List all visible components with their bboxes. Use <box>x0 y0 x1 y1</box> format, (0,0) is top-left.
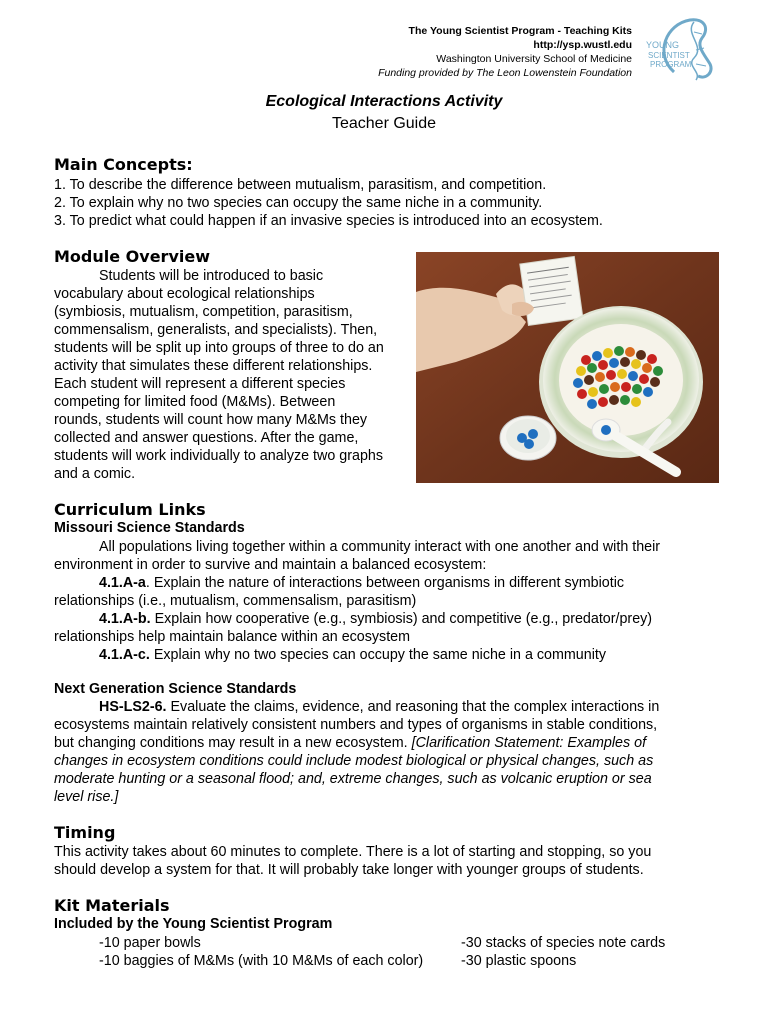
materials-subheading: Included by the Young Scientist Program <box>54 916 333 932</box>
missouri-heading: Missouri Science Standards <box>54 520 245 536</box>
standard-4-1-a-c: 4.1.A-c. Explain why no two species can occupy the same niche in a community <box>99 647 606 663</box>
overview-line: rounds, students will count how many M&Ms they <box>54 412 368 428</box>
list-item: -30 stacks of species note cards <box>461 935 666 951</box>
logo-text-program: PROGRAM <box>650 60 692 69</box>
activity-photo <box>416 252 719 483</box>
standard-4-1-a-b: 4.1.A-b. Explain how cooperative (e.g., symbiosis) and competitive (e.g., predator/prey) <box>99 611 653 627</box>
logo-text-scientist: SCIENTIST <box>648 51 690 60</box>
ngss-standard: HS-LS2-6. Evaluate the claims, evidence, and reasoning that the complex interactions in ecosystems maintain relatively consistent numbers and types of organisms in stable conditions, but changing conditions may result in a new ecosystem. [Clarification Statement: Examples of changes in ecosystem conditions could include modest biological or physical changes, such as moderate hunting or a seasonal flood; and, extreme changes, such as volcanic eruption or sea level rise.] <box>54 699 660 805</box>
document-subtitle: Teacher Guide <box>331 115 437 132</box>
list-item: 3. To predict what could happen if an invasive species is introduced into an ecosystem. <box>54 213 603 229</box>
materials-left-list <box>99 934 423 970</box>
overview-line: activity that simulates these different relationships. <box>54 358 373 374</box>
module-overview-heading: Module Overview <box>54 247 210 266</box>
logo-text-young: YOUNG <box>646 40 680 50</box>
list-item: 1. To describe the difference between mutualism, parasitism, and competition. <box>54 177 547 193</box>
header-url[interactable]: http://ysp.wustl.edu <box>533 39 632 51</box>
ngss-heading: Next Generation Science Standards <box>54 681 297 697</box>
overview-line: commensalism, generalists, and specialists). Then, <box>54 322 378 338</box>
kit-materials-heading: Kit Materials <box>54 896 170 915</box>
standard-4-1-a-a: 4.1.A-a. Explain the nature of interactions between organisms in different symbiotic <box>99 575 625 591</box>
curriculum-heading: Curriculum Links <box>54 500 206 519</box>
overview-line: students will be split up into groups of three to do an <box>54 340 384 356</box>
timing-text: This activity takes about 60 minutes to complete. There is a lot of starting and stopping, so you should develop a system for that. It will probably take longer with younger groups of students. <box>54 844 652 878</box>
list-item: -30 plastic spoons <box>461 953 577 969</box>
list-item: -10 baggies of M&Ms (with 10 M&Ms of each color) <box>99 953 424 969</box>
main-concepts-heading: Main Concepts: <box>54 155 193 174</box>
main-concepts-list <box>54 176 603 230</box>
overview-line: competing for limited food (M&Ms). Between <box>54 394 336 410</box>
document-title: Ecological Interactions Activity <box>265 93 503 110</box>
missouri-standards: All populations living together within a community interact with one another and with their environment in order to survive and maintain a balanced ecosystem: 4.1.A-a. Explain the nature of interactions between organisms in different symbiotic relationships (i.e., mutualism, commensalism, parasitism) 4.1.A-b. Explain how cooperative (e.g., symbiosis) and competitive (e.g., predator/prey) relationships help maintain balance within an ecosystem 4.1.A-c. Explain why no two species can occupy the same niche in a community <box>54 539 661 663</box>
overview-line: (symbiosis, mutualism, competition, parasitism, <box>54 304 353 320</box>
header-program: The Young Scientist Program - Teaching Kits <box>408 25 632 37</box>
timing-heading: Timing <box>54 823 116 842</box>
header-block <box>378 24 632 80</box>
overview-line: and a comic. <box>54 466 136 482</box>
header-funding: Funding provided by The Leon Lowenstein Foundation <box>378 67 632 79</box>
list-item: 2. To explain why no two species can occupy the same niche in a community. <box>54 195 543 211</box>
header-school: Washington University School of Medicine <box>436 53 632 65</box>
overview-line: Each student will represent a different species <box>54 376 346 392</box>
overview-line: students will work individually to analyze two graphs <box>54 448 383 464</box>
module-overview-text <box>54 267 409 483</box>
materials-right-list <box>461 934 665 970</box>
list-item: -10 paper bowls <box>99 935 201 951</box>
overview-line: collected and answer questions. After the game, <box>54 430 359 446</box>
overview-line: vocabulary about ecological relationships <box>54 286 315 302</box>
young-scientist-program-logo <box>644 14 716 82</box>
overview-line: Students will be introduced to basic <box>99 268 324 284</box>
